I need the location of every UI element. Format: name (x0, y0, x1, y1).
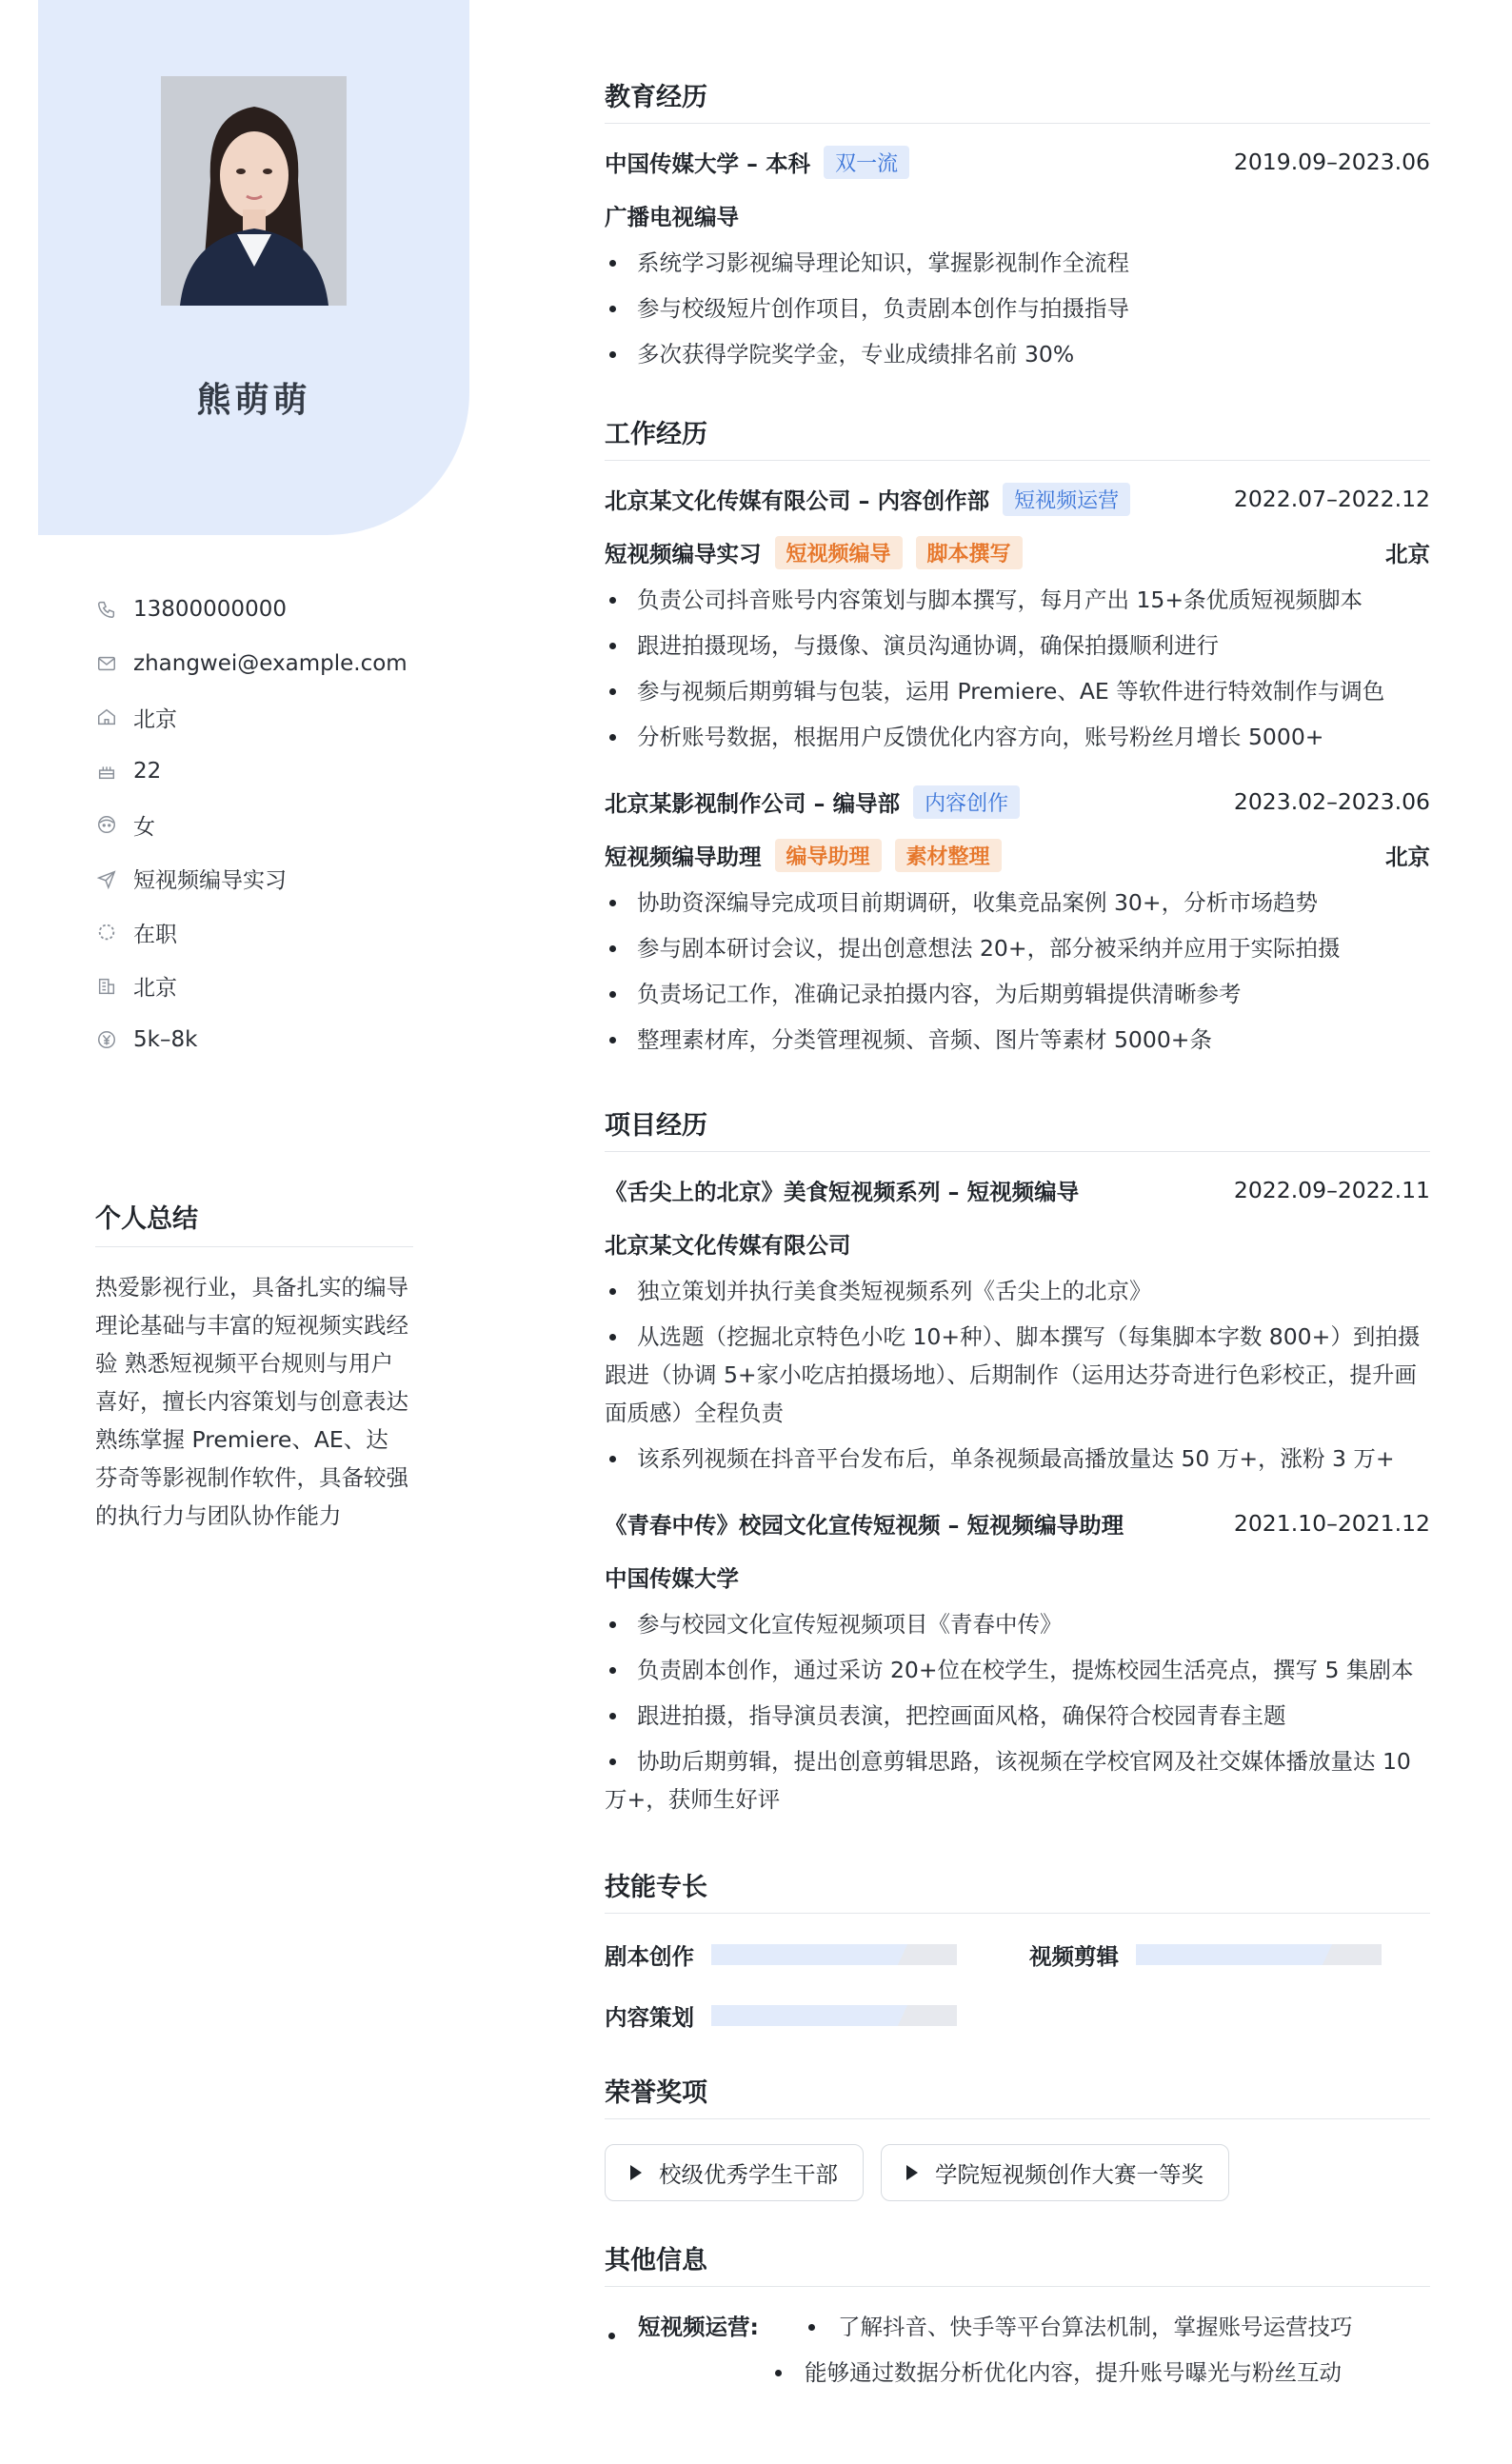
salary-text: 5k–8k (133, 1027, 198, 1053)
work-2-header (605, 785, 1430, 819)
contact-city (95, 960, 438, 1014)
education-header (605, 145, 1430, 179)
education-date: 2019.09–2023.06 (1233, 149, 1430, 175)
list-item: 负责场记工作，准确记录拍摄内容，为后期剪辑提供清晰参考 (605, 975, 1430, 1013)
skills-heading: 技能专长 (605, 1866, 1430, 1914)
honors-list (605, 2144, 1430, 2201)
skill-bar-cap (888, 1944, 917, 1965)
work-heading: 工作经历 (605, 413, 1430, 461)
contact-salary (95, 1013, 438, 1067)
cake-icon (95, 760, 118, 783)
school-name: 中国传媒大学 – 本科 (605, 150, 811, 177)
projects-heading: 项目经历 (605, 1104, 1430, 1152)
list-item: 跟进拍摄现场，与摄像、演员沟通协调，确保拍摄顺利进行 (605, 626, 1430, 665)
contact-phone (95, 583, 438, 637)
list-item: 系统学习影视编导理论知识，掌握影视制作全流程 (605, 244, 1430, 282)
project-1-header (605, 1173, 1430, 1207)
skill-bar-cap (888, 2005, 917, 2026)
skill-item (605, 1938, 1029, 1971)
other-info (605, 2308, 1430, 2392)
play-triangle-icon (906, 2165, 918, 2180)
location-text: 北京 (133, 706, 177, 732)
work-1-date: 2022.07–2022.12 (1233, 486, 1430, 512)
home-icon (95, 705, 118, 728)
skill-bar (1136, 1944, 1382, 1965)
gender-text: 女 (133, 814, 155, 840)
list-item: 参与校园文化宣传短视频项目《青春中传》 (605, 1605, 1430, 1643)
project-2-name: 《青春中传》校园文化宣传短视频 – 短视频编导助理 (605, 1512, 1124, 1539)
status-text: 在职 (133, 922, 177, 947)
skill-item (605, 1999, 1029, 2032)
skills-grid (605, 1938, 1430, 2032)
work-1-org: 北京某文化传媒有限公司 – 内容创作部 (605, 487, 990, 514)
contact-status (95, 905, 438, 960)
project-2-bullets (605, 1605, 1430, 1818)
list-item: 分析账号数据，根据用户反馈优化内容方向，账号粉丝月增长 5000+ (605, 718, 1430, 756)
contact-gender (95, 798, 438, 852)
profile-name: 熊萌萌 (196, 381, 311, 420)
list-item: 负责剧本创作，通过采访 20+位在校学生，提炼校园生活亮点，撰写 5 集剧本 (605, 1651, 1430, 1689)
other-line: 了解抖音、快手等平台算法机制，掌握账号运营技巧 (838, 2314, 1353, 2340)
main-content (605, 76, 1430, 2392)
project-1-name: 《舌尖上的北京》美食短视频系列 – 短视频编导 (605, 1179, 1080, 1205)
skill-bar-fill (711, 1944, 903, 1965)
other-key: 短视频运营: (638, 2314, 759, 2340)
list-item: 参与校级短片创作项目，负责剧本创作与拍摄指导 (605, 289, 1430, 328)
major-line (605, 198, 1430, 232)
project-1-bullets (605, 1272, 1430, 1478)
work-2-tag: 内容创作 (913, 785, 1020, 819)
work-2-role-tag: 素材整理 (895, 839, 1002, 872)
yen-icon (95, 1028, 118, 1051)
skill-label: 剧本创作 (605, 1943, 694, 1970)
school-tag: 双一流 (824, 146, 909, 179)
other-sub-row (771, 2354, 1430, 2392)
list-item: 协助资深编导完成项目前期调研，收集竞品案例 30+，分析市场趋势 (605, 884, 1430, 922)
building-icon (95, 975, 118, 998)
honors-heading: 荣誉奖项 (605, 2072, 1430, 2119)
skill-item (1029, 1938, 1429, 1971)
other-line: 能够通过数据分析优化内容，提升账号曝光与粉丝互动 (805, 2359, 1342, 2386)
bullet-dot (775, 2370, 782, 2376)
status-icon (95, 921, 118, 944)
job-intent-text: 短视频编导实习 (133, 868, 287, 894)
contact-age (95, 745, 438, 799)
phone-icon (95, 598, 118, 621)
phone-text: 13800000000 (133, 597, 287, 623)
list-item: 独立策划并执行美食类短视频系列《舌尖上的北京》 (605, 1272, 1430, 1310)
face-icon (95, 813, 118, 836)
skill-label: 视频剪辑 (1029, 1943, 1119, 1970)
city-text: 北京 (133, 976, 177, 1002)
list-item: 负责公司抖音账号内容策划与脚本撰写，每月产出 15+条优质短视频脚本 (605, 581, 1430, 619)
summary-text: 热爱影视行业，具备扎实的编导理论基础与丰富的短视频实践经验 熟悉短视频平台规则与用户喜好，擅长内容策划与创意表达 熟练掌握 Premiere、AE、达芬奇等影视制作软件，具备较强的执行力与团队协作能力 (95, 1274, 408, 1529)
work-2-city: 北京 (1385, 844, 1430, 870)
project-2-org-line (605, 1560, 1430, 1594)
project-2-org: 中国传媒大学 (605, 1565, 739, 1592)
honor-item (881, 2144, 1229, 2201)
project-1-date: 2022.09–2022.11 (1233, 1177, 1430, 1203)
work-2-org: 北京某影视制作公司 – 编导部 (605, 790, 901, 817)
skill-bar-cap (1313, 1944, 1342, 1965)
major-name: 广播电视编导 (605, 204, 739, 230)
work-2-role-line (605, 838, 1430, 872)
play-triangle-icon (630, 2165, 642, 2180)
portrait-image (161, 76, 347, 306)
list-item: 协助后期剪辑，提出创意剪辑思路，该视频在学校官网及社交媒体播放量达 10 万+，获师生好评 (605, 1742, 1430, 1818)
contact-job-intent (95, 852, 438, 906)
list-item: 从选题（挖掘北京特色小吃 10+种）、脚本撰写（每集脚本字数 800+）到拍摄跟进（协调 5+家小吃店拍摄场地）、后期制作（运用达芬奇进行色彩校正，提升画面质感）全程负责 (605, 1318, 1430, 1432)
work-1-role-tag: 脚本撰写 (916, 536, 1023, 569)
list-item: 整理素材库，分类管理视频、音频、图片等素材 5000+条 (605, 1021, 1430, 1059)
other-row (605, 2308, 1430, 2346)
work-1-tag: 短视频运营 (1003, 483, 1130, 516)
contact-list (95, 583, 438, 1067)
work-1-header (605, 482, 1430, 516)
avatar (161, 76, 347, 306)
list-item: 跟进拍摄，指导演员表演，把控画面风格，确保符合校园青春主题 (605, 1697, 1430, 1735)
age-text: 22 (133, 758, 162, 784)
honor-item (605, 2144, 864, 2201)
work-1-role-tag: 短视频编导 (775, 536, 903, 569)
education-heading: 教育经历 (605, 76, 1430, 124)
honor-label: 校级优秀学生干部 (659, 2161, 838, 2188)
list-item: 参与视频后期剪辑与包装，运用 Premiere、AE 等软件进行特效制作与调色 (605, 672, 1430, 710)
bullet-dot (608, 2333, 615, 2339)
bullet-dot (808, 2324, 815, 2331)
education-bullets (605, 244, 1430, 373)
work-1-role: 短视频编导实习 (605, 541, 762, 567)
email-text: zhangwei@example.com (133, 650, 408, 676)
work-1-role-line (605, 535, 1430, 569)
send-icon (95, 867, 118, 890)
project-1-org: 北京某文化传媒有限公司 (605, 1232, 851, 1259)
project-2-header (605, 1506, 1430, 1540)
work-2-bullets (605, 884, 1430, 1059)
skill-bar (711, 2005, 957, 2026)
summary-heading: 个人总结 (95, 1198, 413, 1247)
work-2-date: 2023.02–2023.06 (1233, 788, 1430, 815)
work-1-city: 北京 (1385, 541, 1430, 567)
list-item: 多次获得学院奖学金，专业成绩排名前 30% (605, 335, 1430, 373)
contact-location (95, 690, 438, 745)
skill-bar (711, 1944, 957, 1965)
contact-email (95, 637, 438, 691)
list-item: 参与剧本研讨会议，提出创意想法 20+，部分被采纳并应用于实际拍摄 (605, 929, 1430, 967)
skill-bar-fill (1136, 1944, 1327, 1965)
list-item: 该系列视频在抖音平台发布后，单条视频最高播放量达 50 万+，涨粉 3 万+ (605, 1440, 1430, 1478)
email-icon (95, 652, 118, 675)
work-2-role: 短视频编导助理 (605, 844, 762, 870)
other-heading: 其他信息 (605, 2239, 1430, 2287)
work-1-bullets (605, 581, 1430, 756)
project-2-date: 2021.10–2021.12 (1233, 1510, 1430, 1537)
skill-label: 内容策划 (605, 2004, 694, 2031)
work-2-role-tag: 编导助理 (775, 839, 882, 872)
honor-label: 学院短视频创作大赛一等奖 (935, 2161, 1204, 2188)
skill-bar-fill (711, 2005, 903, 2026)
project-1-org-line (605, 1226, 1430, 1261)
